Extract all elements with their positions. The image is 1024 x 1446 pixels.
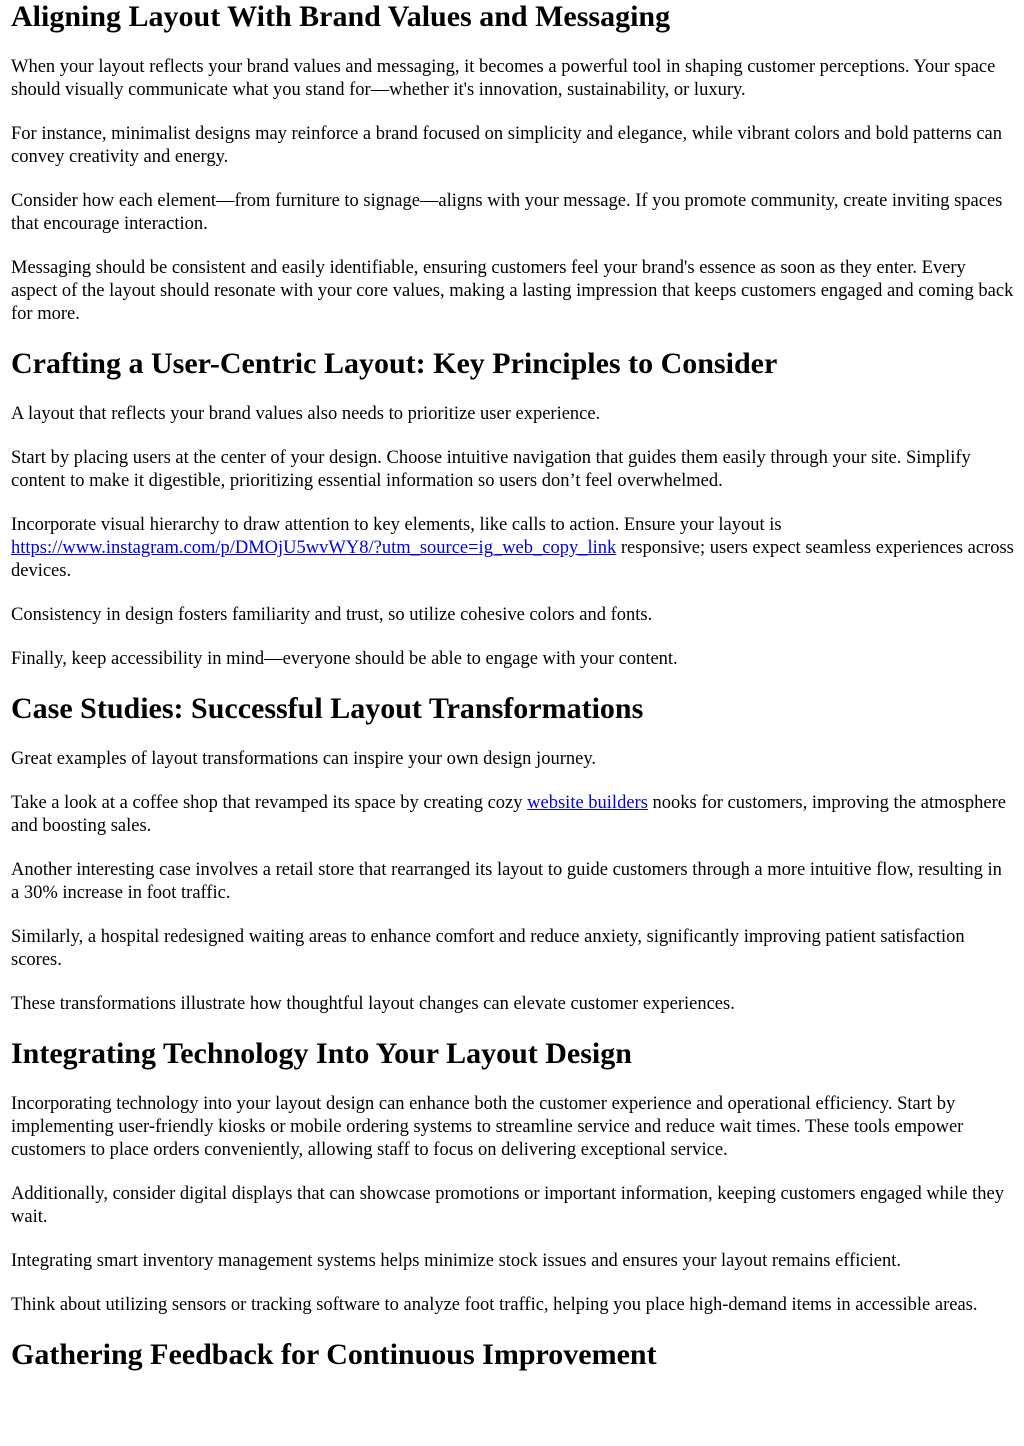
section-heading-feedback: Gathering Feedback for Continuous Improvement — [11, 1338, 657, 1371]
paragraph-with-link — [11, 792, 1014, 838]
paragraph: Similarly, a hospital redesigned waiting areas to enhance comfort and reduce anxiety, significantly improving patient satisfaction scores. — [11, 927, 965, 970]
paragraph-text: Incorporate visual hierarchy to draw attention to key elements, like calls to action. Ensure your layout is — [11, 515, 782, 535]
paragraph: Consistency in design fosters familiarity and trust, so utilize cohesive colors and fonts. — [11, 605, 653, 625]
paragraph: Incorporating technology into your layout design can enhance both the customer experience and operational efficiency. Start by implementing user-friendly kiosks or mobile ordering systems to streamline service and reduce wait times. These tools empower customers to place orders conveniently, allowing staff to focus on delivering exceptional service. — [11, 1094, 964, 1160]
paragraph: These transformations illustrate how thoughtful layout changes can elevate customer experiences. — [11, 994, 735, 1014]
paragraph: Integrating smart inventory management systems helps minimize stock issues and ensures your layout remains efficient. — [11, 1251, 902, 1271]
paragraph: For instance, minimalist designs may reinforce a brand focused on simplicity and elegance, while vibrant colors and bold patterns can convey creativity and energy. — [11, 124, 1003, 167]
paragraph: Another interesting case involves a retail store that rearranged its layout to guide customers through a more intuitive flow, resulting in a 30% increase in foot traffic. — [11, 860, 1002, 903]
paragraph: Consider how each element—from furniture to signage—aligns with your message. If you promote community, create inviting spaces that encourage interaction. — [11, 191, 1003, 234]
paragraph: Think about utilizing sensors or tracking software to analyze foot traffic, helping you place high-demand items in accessible areas. — [11, 1295, 978, 1315]
paragraph: When your layout reflects your brand values and messaging, it becomes a powerful tool in shaping customer perceptions. Your space should visually communicate what you stand for—whether it's innovation, sustainability, or luxury. — [11, 57, 996, 100]
paragraph: Finally, keep accessibility in mind—everyone should be able to engage with your content. — [11, 649, 678, 669]
paragraph-text: nooks for customers, improving the atmosphere and boosting sales. — [11, 793, 1007, 836]
section-heading-brand-values: Aligning Layout With Brand Values and Messaging — [11, 0, 671, 33]
section-heading-user-centric: Crafting a User-Centric Layout: Key Principles to Consider — [11, 347, 778, 380]
paragraph: Start by placing users at the center of your design. Choose intuitive navigation that guides them easily through your site. Simplify content to make it digestible, prioritizing essential information so users don’t feel overwhelmed. — [11, 448, 971, 491]
paragraph-text: Take a look at a coffee shop that revamped its space by creating cozy — [11, 793, 528, 813]
section-heading-technology: Integrating Technology Into Your Layout Design — [11, 1037, 632, 1070]
section-heading-case-studies: Case Studies: Successful Layout Transformations — [11, 692, 644, 725]
paragraph: Additionally, consider digital displays that can showcase promotions or important information, keeping customers engaged while they wait. — [11, 1184, 1004, 1227]
paragraph: A layout that reflects your brand values also needs to prioritize user experience. — [11, 404, 601, 424]
paragraph-text: responsive; users expect seamless experiences across devices. — [11, 538, 1014, 581]
paragraph: Messaging should be consistent and easily identifiable, ensuring customers feel your brand's essence as soon as they enter. Every aspect of the layout should resonate with your core values, making a lasting impression that keeps customers engaged and coming back for more. — [11, 258, 1014, 324]
paragraph: Great examples of layout transformations can inspire your own design journey. — [11, 749, 596, 769]
website-builders-link[interactable]: website builders — [527, 793, 648, 813]
paragraph-with-link — [11, 514, 1014, 583]
instagram-link[interactable]: https://www.instagram.com/p/DMOjU5wvWY8/?utm_source=ig_web_copy_link — [11, 538, 617, 558]
